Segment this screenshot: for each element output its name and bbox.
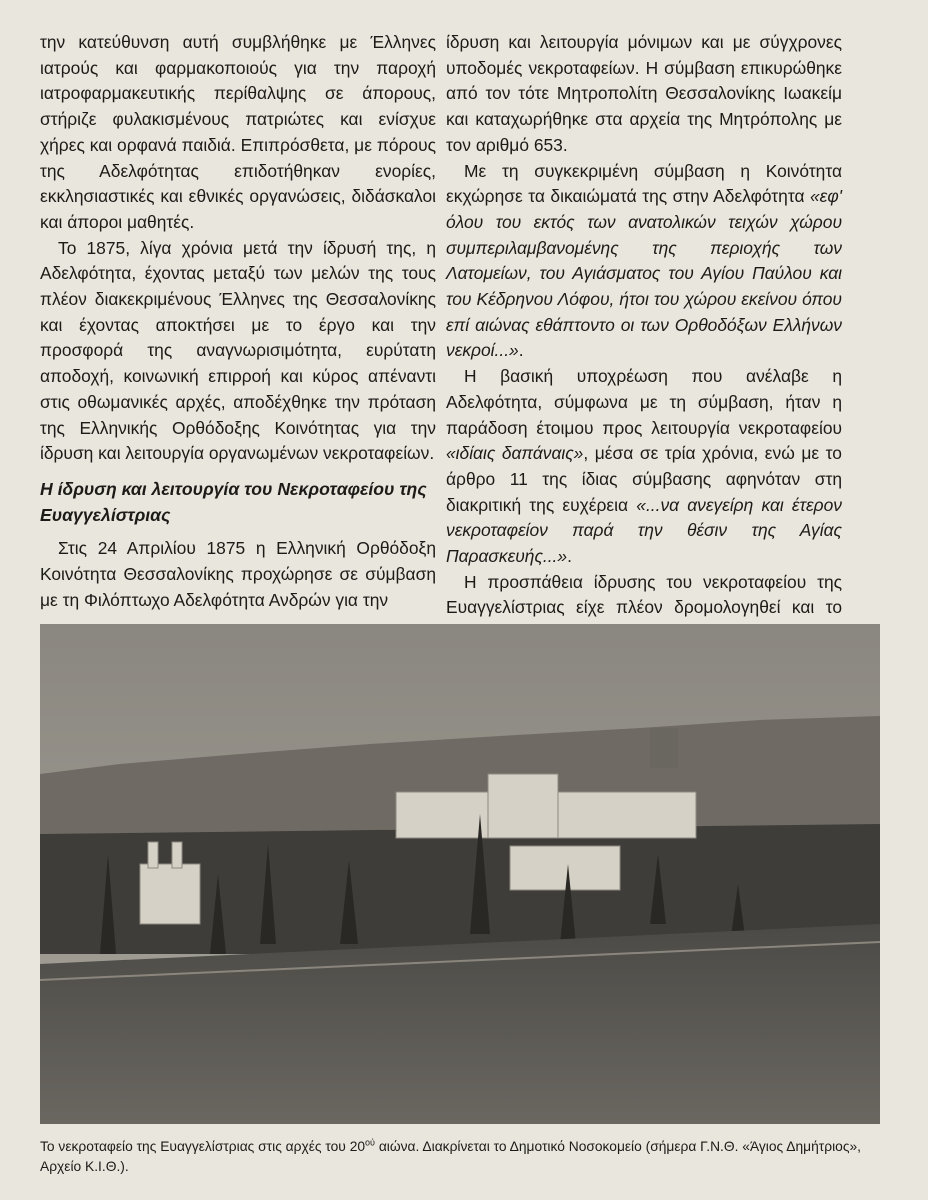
text-span: Η βασική υποχρέωση που ανέλαβε η Αδελφότητα, σύμφωνα με τη σύμβαση, ήταν η παράδοση έτοιμου προς λειτουργία νεκροταφείου	[446, 366, 842, 438]
caption-text: Το νεκροταφείο της Ευαγγελίστριας στις αρχές του 20	[40, 1139, 366, 1154]
quote: «...να ανεγείρη και έτερον νεκροταφείον παρά την θέσιν της Αγίας Παρασκευής...»	[446, 494, 843, 567]
paragraph: την κατεύθυνση αυτή συμβλήθηκε με Έλληνες ιατρούς και φαρμακοποιούς για την παροχή ιατροφαρμακευτικής περίθαλψης σε άπορους, στήριζε φυλακισμένους πατριώτες και ενίσχυε χήρες και ορφανά παιδιά. Επιπρόσθετα, με πόρους της Αδελφότητας επιδοτήθηκαν ενορίες, εκκλησιαστικές και εθνικές οργανώσεις, διδάσκαλοι και άποροι μαθητές.	[40, 32, 436, 232]
section-heading: Η ίδρυση και λειτουργία του Νεκροταφείου της Ευαγγελίστριας	[40, 478, 427, 525]
paragraph: Η προσπάθεια ίδρυσης του νεκροταφείου της Ευαγγελίστριας είχε πλέον δρομολογηθεί και το	[446, 571, 842, 618]
paragraph	[446, 159, 842, 365]
quote: «ιδίαις δαπάναις»	[446, 443, 584, 464]
text-span: , μέσα σε τρία χρόνια, ενώ με το άρθρο 11 της ίδιας σύμβασης αφηνόταν στη διακριτική της ευχέρεια	[446, 443, 842, 515]
caption-text: αιώνα. Διακρίνεται το Δημοτικό Νοσοκομείο (σήμερα Γ.Ν.Θ. «Άγιος Δημήτριος», Αρχείο Κ.Ι.Θ.).	[40, 1139, 861, 1174]
caption-superscript: ού	[365, 1137, 375, 1148]
quote: «εφ' όλου του εκτός των ανατολικών τειχών χώρου συμπεριλαμβανομένης της περιοχής των Λατομείων, του Αγιάσματος του Αγίου Παύλου και του Κέδρηνου Λόφου, ήτοι του χώρου εκείνου όπου επί αιώνας εθάπτοντο οι των Ορθοδόξων Ελλήνων νεκροί...»	[446, 186, 842, 361]
photo-caption	[40, 1137, 900, 1177]
paragraph: Το 1875, λίγα χρόνια μετά την ίδρυσή της, η Αδελφότητα, έχοντας μεταξύ των μελών της τους πλέον διακεκριμένους Έλληνες της Θεσσαλονίκης και έχοντας αποκτήσει με το έργο και την προσφορά της αναγνωρισιμότητα, ευρύτατη αποδοχή, κοινωνική επιρροή και κύρος απέναντι στις οθωμανικές αρχές, αποδέχθηκε την πρόταση της Ελληνικής Ορθόδοξης Κοινότητας για την ίδρυση και λειτουργία οργανωμένων νεκροταφείων.	[40, 237, 436, 464]
paragraph	[446, 364, 842, 570]
right-column	[446, 30, 842, 673]
paragraph: Στις 24 Απριλίου 1875 η Ελληνική Ορθόδοξη Κοινότητα Θεσσαλονίκης προχώρησε σε σύμβαση με τη Φιλόπτωχο Αδελφότητα Ανδρών για την	[40, 538, 436, 610]
paragraph: ίδρυση και λειτουργία μόνιμων και με σύγχρονες υποδομές νεκροταφείων. Η σύμβαση επικυρώθηκε από τον τότε Μητροπολίτη Θεσσαλονίκης Ιωακείμ και καταχωρήθηκε στα αρχεία της Μητρόπολης με τον αριθμό 653.	[446, 32, 842, 155]
left-column	[40, 30, 436, 613]
text-span: .	[567, 546, 572, 567]
historical-photograph	[40, 624, 880, 1124]
photo-illustration	[40, 624, 880, 1124]
text-span: Με τη συγκεκριμένη σύμβαση η Κοινότητα εκχώρησε τα δικαιώματά της στην Αδελφότητα	[446, 160, 842, 207]
text-span: .	[518, 340, 524, 361]
